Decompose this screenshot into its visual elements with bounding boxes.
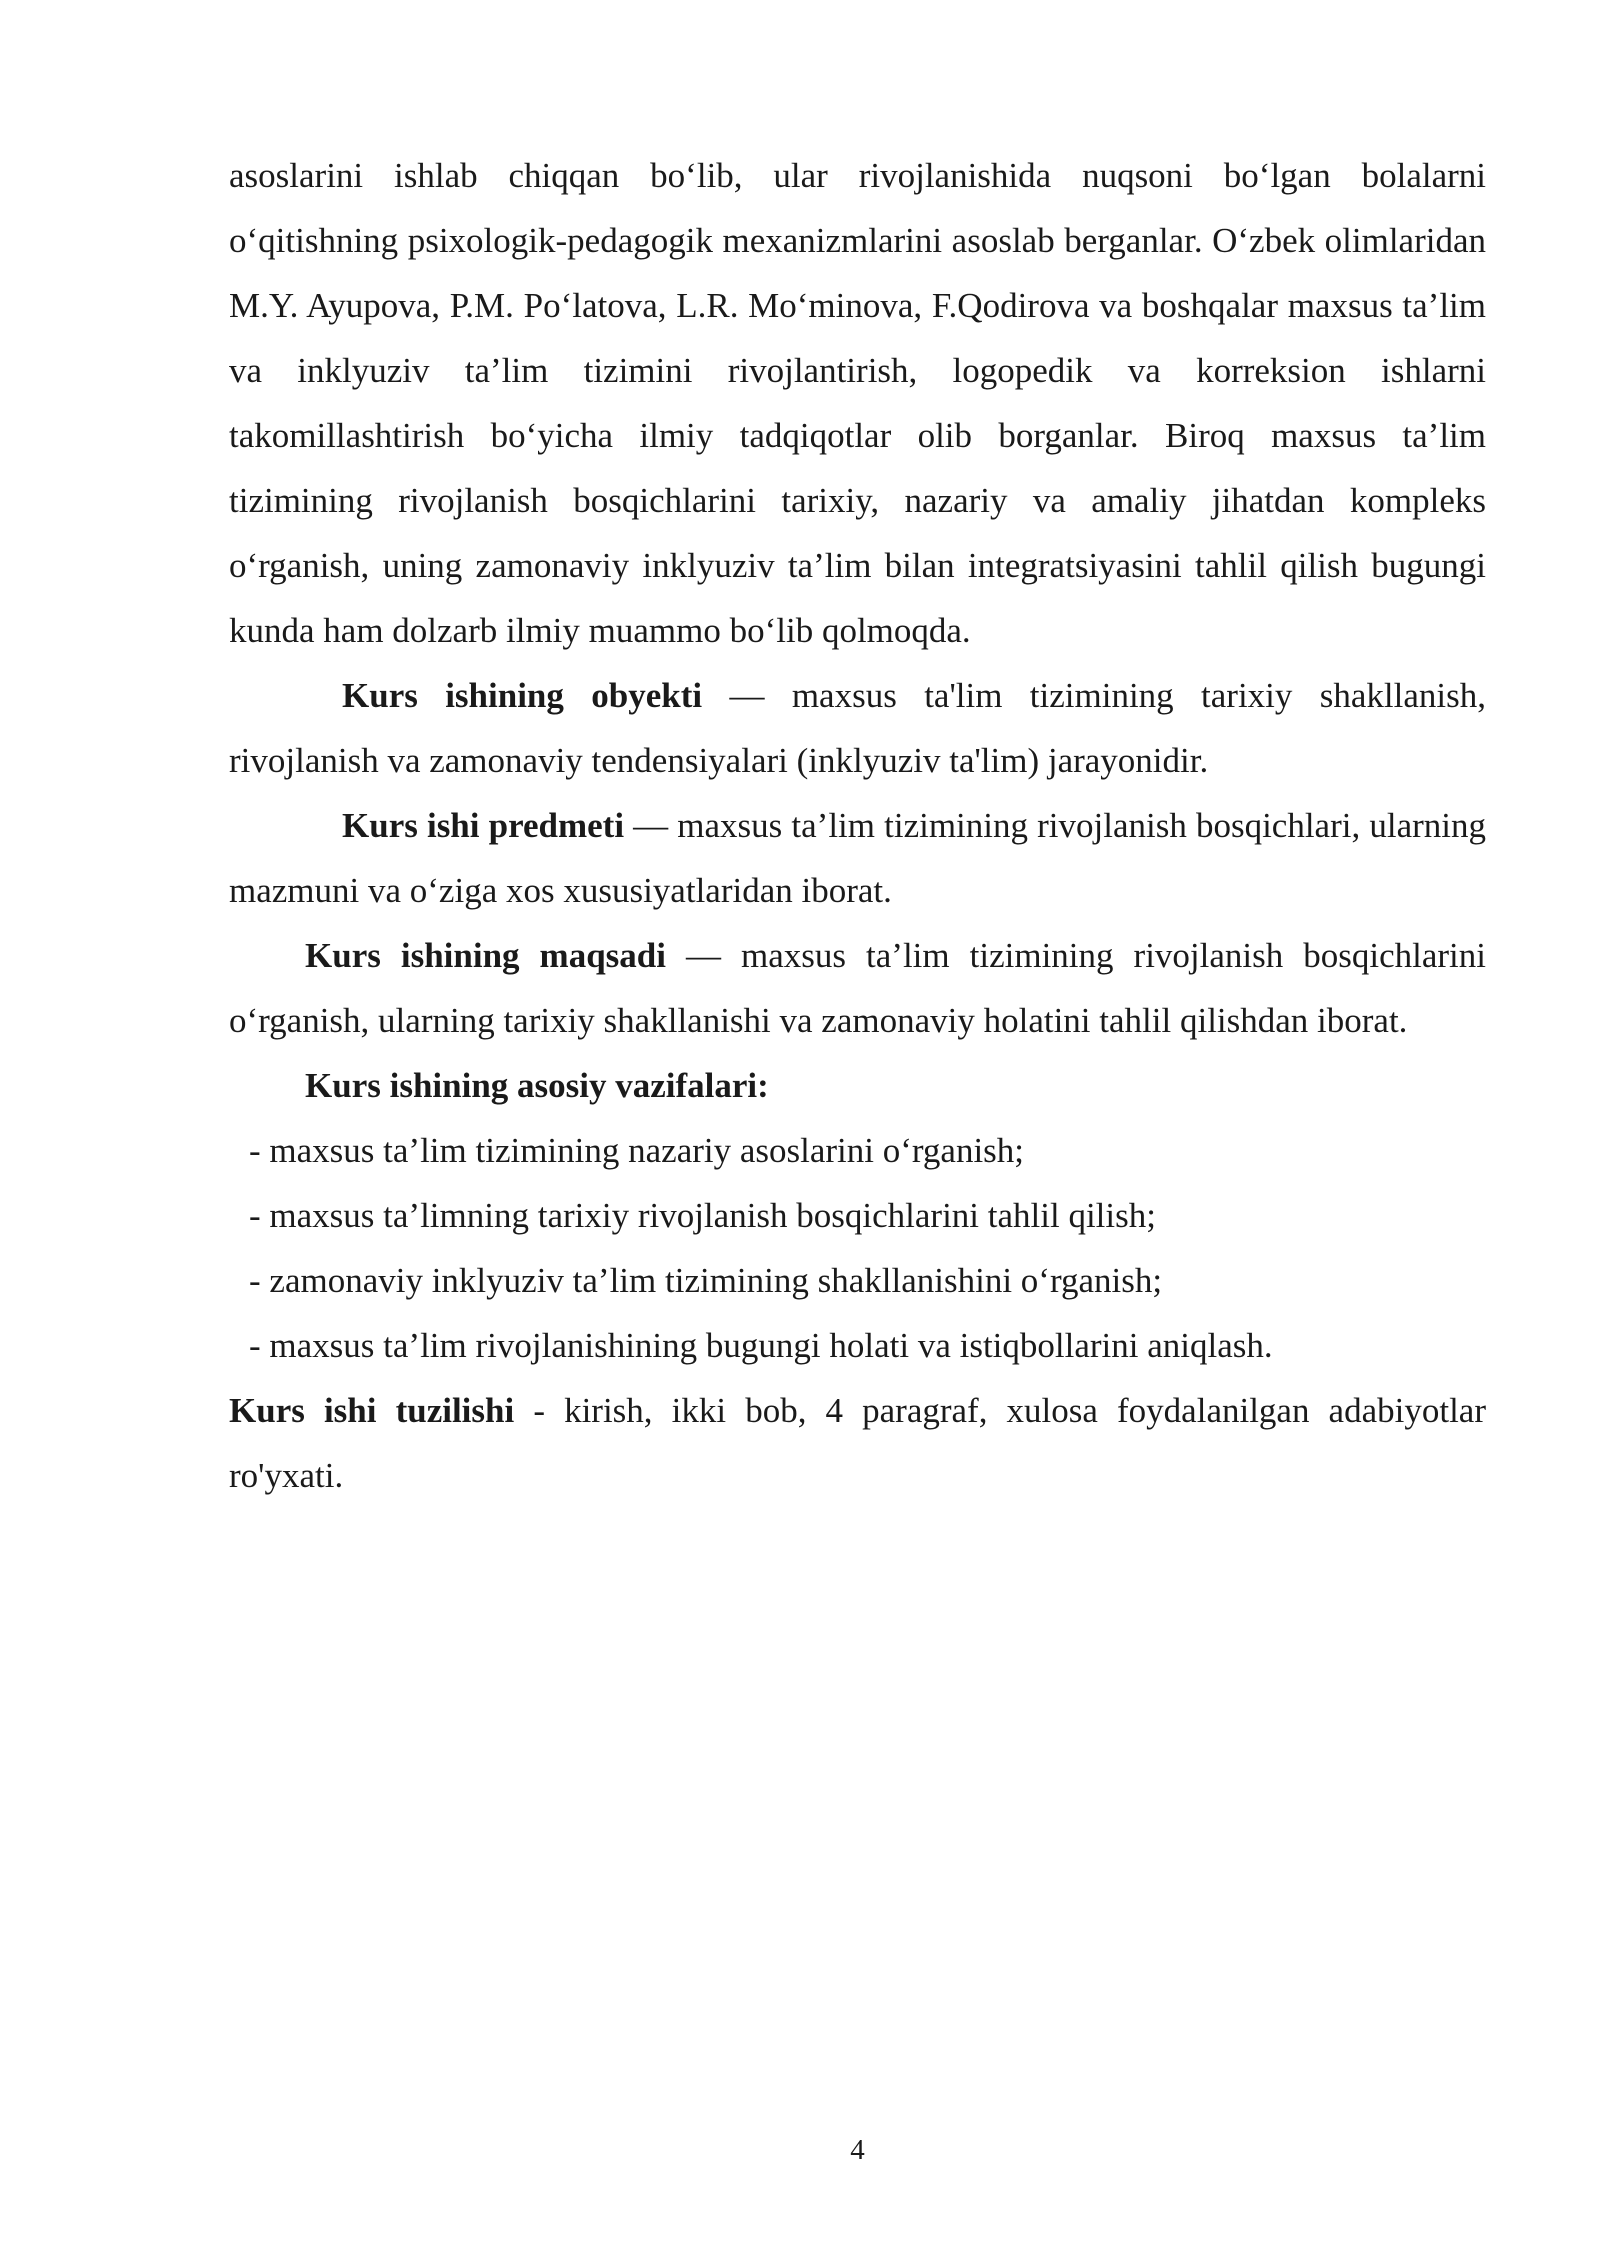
- structure-text: - kirish, ikki bob, 4 paragraf, xulosa foydalanilgan adabiyotlar ro'yxati.: [229, 1391, 1486, 1495]
- task-item: - zamonaviy inklyuziv ta’lim tizimining shakllanishini o‘rganish;: [249, 1261, 1163, 1300]
- subject-label: Kurs ishi predmeti: [342, 806, 625, 845]
- intro-paragraph: asoslarini ishlab chiqqan bo‘lib, ular rivojlanishida nuqsoni bo‘lgan bolalarni o‘qitishning psixologik-pedagogik mexanizmlarini asoslab berganlar. O‘zbek olimlaridan M.Y. Ayupova, P.M. Po‘latova, L.R. Mo‘minova, F.Qodirova va boshqalar maxsus ta’lim va inklyuziv ta’lim tizimini rivojlantirish, logopedik va korreksion ishlarni takomillashtirish bo‘yicha ilmiy tadqiqotlar olib borganlar. Biroq maxsus ta’lim tizimining rivojlanish bosqichlarini tarixiy, nazariy va amaliy jihatdan kompleks o‘rganish, uning zamonaviy inklyuziv ta’lim bilan integratsiyasini tahlil qilish bugungi kunda ham dolzarb ilmiy muammo bo‘lib qolmoqda.: [229, 156, 1486, 650]
- tasks-heading: Kurs ishining asosiy vazifalari:: [305, 1066, 769, 1105]
- object-paragraph: [229, 663, 1486, 793]
- task-item: - maxsus ta’limning tarixiy rivojlanish bosqichlarini tahlil qilish;: [249, 1196, 1156, 1235]
- page-number: 4: [850, 2134, 865, 2166]
- structure-paragraph: [229, 1378, 1486, 1508]
- goal-text: — maxsus ta’lim tizimining rivojlanish bosqichlarini o‘rganish, ularning tarixiy shakllanishi va zamonaviy holatini tahlil qilishdan iborat.: [229, 936, 1486, 1040]
- task-item: - maxsus ta’lim tizimining nazariy asoslarini o‘rganish;: [249, 1131, 1025, 1170]
- task-item: - maxsus ta’lim rivojlanishining bugungi holati va istiqbollarini aniqlash.: [249, 1326, 1273, 1365]
- page-content: [229, 143, 1486, 1508]
- goal-paragraph: [229, 923, 1486, 1053]
- structure-label: Kurs ishi tuzilishi: [229, 1391, 515, 1430]
- goal-label: Kurs ishining maqsadi: [305, 936, 666, 975]
- subject-paragraph: [229, 793, 1486, 923]
- object-text: — maxsus ta'lim tizimining tarixiy shakllanish, rivojlanish va zamonaviy tendensiyalari (inklyuziv ta'lim) jarayonidir.: [229, 676, 1486, 780]
- object-label: Kurs ishining obyekti: [342, 676, 703, 715]
- subject-text: — maxsus ta’lim tizimining rivojlanish bosqichlari, ularning mazmuni va o‘ziga xos xususiyatlaridan iborat.: [229, 806, 1486, 910]
